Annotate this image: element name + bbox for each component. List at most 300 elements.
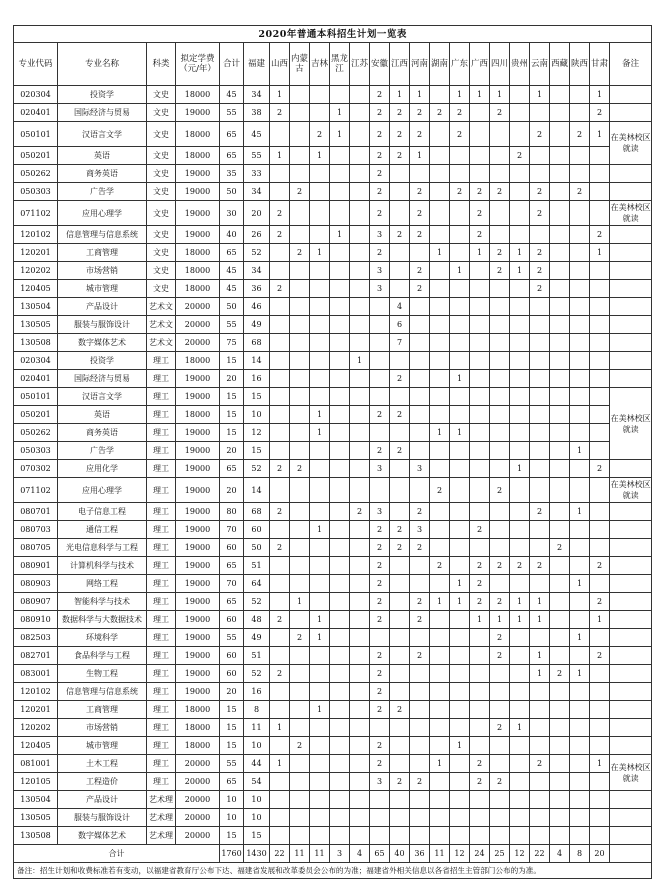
remark-cell <box>610 593 652 611</box>
tuition-cell: 19000 <box>176 424 220 442</box>
province-quota-cell: 2 <box>290 460 310 478</box>
header-shaanxi: 陕西 <box>570 43 590 86</box>
province-quota-cell: 3 <box>370 280 390 298</box>
province-quota-cell <box>490 521 510 539</box>
province-quota-cell <box>410 683 430 701</box>
province-quota-cell: 2 <box>390 147 410 165</box>
province-quota-cell: 2 <box>370 122 390 147</box>
province-quota-cell <box>530 478 550 503</box>
tuition-cell: 18000 <box>176 244 220 262</box>
tuition-cell: 19000 <box>176 478 220 503</box>
province-quota-cell <box>310 352 330 370</box>
province-quota-cell: 2 <box>370 442 390 460</box>
category-cell: 艺术理 <box>147 791 176 809</box>
header-major-name: 专业名称 <box>58 43 147 86</box>
tuition-cell: 20000 <box>176 298 220 316</box>
province-quota-cell <box>270 424 290 442</box>
tuition-cell: 18000 <box>176 122 220 147</box>
province-quota-cell <box>550 460 570 478</box>
province-quota-cell <box>350 593 370 611</box>
province-quota-cell: 1 <box>450 262 470 280</box>
province-quota-cell: 2 <box>510 557 530 575</box>
province-quota-cell <box>310 791 330 809</box>
major-code-cell: 080705 <box>14 539 58 557</box>
table-row <box>14 478 652 503</box>
province-quota-cell <box>590 791 610 809</box>
tuition-cell: 19000 <box>176 201 220 226</box>
province-quota-cell <box>590 352 610 370</box>
province-quota-cell <box>430 183 450 201</box>
province-quota-cell <box>430 503 450 521</box>
province-quota-cell <box>370 629 390 647</box>
category-cell: 艺术理 <box>147 809 176 827</box>
province-quota-cell <box>410 244 430 262</box>
province-quota-cell <box>490 298 510 316</box>
province-quota-cell <box>270 629 290 647</box>
province-quota-cell <box>270 809 290 827</box>
province-quota-cell <box>330 201 350 226</box>
province-quota-cell <box>530 719 550 737</box>
province-total-cell: 65 <box>370 845 390 863</box>
province-quota-cell <box>490 424 510 442</box>
province-quota-cell <box>330 86 350 104</box>
province-quota-cell <box>310 201 330 226</box>
province-quota-cell <box>350 539 370 557</box>
major-code-cell: 080703 <box>14 521 58 539</box>
major-name-cell: 汉语言文学 <box>58 388 147 406</box>
province-quota-cell: 1 <box>310 701 330 719</box>
fujian-cell: 55 <box>244 147 270 165</box>
province-quota-cell: 1 <box>270 755 290 773</box>
province-quota-cell: 1 <box>490 611 510 629</box>
province-quota-cell: 1 <box>330 226 350 244</box>
total-cell: 65 <box>220 557 244 575</box>
province-quota-cell <box>470 104 490 122</box>
province-quota-cell <box>550 719 570 737</box>
category-cell: 艺术文 <box>147 316 176 334</box>
province-quota-cell <box>450 503 470 521</box>
remark-cell <box>610 104 652 122</box>
province-quota-cell <box>570 478 590 503</box>
province-quota-cell <box>550 503 570 521</box>
province-quota-cell: 4 <box>390 298 410 316</box>
table-row <box>14 701 652 719</box>
province-quota-cell <box>510 298 530 316</box>
total-cell: 65 <box>220 147 244 165</box>
province-quota-cell <box>310 298 330 316</box>
province-quota-cell: 2 <box>490 647 510 665</box>
province-quota-cell <box>370 334 390 352</box>
province-quota-cell <box>590 183 610 201</box>
province-total-cell: 24 <box>470 845 490 863</box>
province-quota-cell <box>490 737 510 755</box>
major-code-cell: 120405 <box>14 280 58 298</box>
province-quota-cell <box>370 424 390 442</box>
province-quota-cell: 2 <box>270 460 290 478</box>
province-quota-cell: 2 <box>270 539 290 557</box>
header-jiangsu: 江苏 <box>350 43 370 86</box>
province-quota-cell <box>290 147 310 165</box>
province-quota-cell <box>590 298 610 316</box>
category-cell: 理工 <box>147 773 176 791</box>
header-gansu: 甘肃 <box>590 43 610 86</box>
remark-cell <box>610 352 652 370</box>
province-quota-cell <box>510 575 530 593</box>
province-quota-cell <box>590 701 610 719</box>
province-quota-cell <box>450 701 470 719</box>
province-quota-cell <box>510 280 530 298</box>
province-total-cell: 11 <box>290 845 310 863</box>
table-row <box>14 280 652 298</box>
province-quota-cell: 2 <box>370 521 390 539</box>
province-quota-cell <box>470 262 490 280</box>
province-quota-cell <box>510 104 530 122</box>
province-quota-cell <box>270 244 290 262</box>
province-quota-cell: 1 <box>310 629 330 647</box>
province-quota-cell: 2 <box>450 183 470 201</box>
major-name-cell: 工程造价 <box>58 773 147 791</box>
province-quota-cell: 2 <box>550 665 570 683</box>
category-cell: 理工 <box>147 478 176 503</box>
province-quota-cell <box>590 147 610 165</box>
total-cell: 20 <box>220 683 244 701</box>
tuition-cell: 18000 <box>176 147 220 165</box>
total-cell: 65 <box>220 122 244 147</box>
category-cell: 文史 <box>147 122 176 147</box>
province-quota-cell <box>590 370 610 388</box>
remark-cell <box>610 701 652 719</box>
tuition-cell: 19000 <box>176 226 220 244</box>
province-quota-cell <box>330 503 350 521</box>
province-quota-cell <box>550 773 570 791</box>
province-quota-cell <box>470 478 490 503</box>
fujian-cell: 49 <box>244 629 270 647</box>
province-quota-cell <box>290 478 310 503</box>
total-cell: 10 <box>220 809 244 827</box>
province-quota-cell <box>270 262 290 280</box>
major-name-cell: 工商管理 <box>58 701 147 719</box>
province-quota-cell <box>530 809 550 827</box>
province-quota-cell: 2 <box>490 262 510 280</box>
province-quota-cell: 2 <box>430 478 450 503</box>
category-cell: 理工 <box>147 611 176 629</box>
province-quota-cell <box>450 647 470 665</box>
province-quota-cell: 2 <box>390 701 410 719</box>
province-quota-cell <box>430 165 450 183</box>
table-row <box>14 773 652 791</box>
province-quota-cell <box>390 478 410 503</box>
province-quota-cell: 2 <box>590 460 610 478</box>
province-quota-cell <box>270 316 290 334</box>
province-quota-cell <box>470 460 490 478</box>
total-cell: 50 <box>220 183 244 201</box>
province-quota-cell <box>510 122 530 147</box>
province-quota-cell <box>430 147 450 165</box>
province-quota-cell <box>350 147 370 165</box>
tuition-cell: 19000 <box>176 575 220 593</box>
total-cell: 45 <box>220 86 244 104</box>
province-quota-cell <box>390 262 410 280</box>
province-quota-cell <box>350 388 370 406</box>
province-quota-cell: 2 <box>270 104 290 122</box>
province-quota-cell <box>290 104 310 122</box>
total-cell: 75 <box>220 334 244 352</box>
major-name-cell: 市场营销 <box>58 719 147 737</box>
tuition-cell: 19000 <box>176 183 220 201</box>
total-cell: 65 <box>220 773 244 791</box>
province-quota-cell <box>390 611 410 629</box>
major-code-cell: 130505 <box>14 316 58 334</box>
province-quota-cell <box>350 701 370 719</box>
category-cell: 理工 <box>147 719 176 737</box>
category-cell: 文史 <box>147 104 176 122</box>
province-quota-cell <box>310 557 330 575</box>
province-quota-cell <box>350 827 370 845</box>
province-quota-cell: 1 <box>450 86 470 104</box>
major-name-cell: 广告学 <box>58 183 147 201</box>
province-quota-cell <box>310 503 330 521</box>
province-quota-cell: 1 <box>530 647 550 665</box>
province-total-cell: 12 <box>450 845 470 863</box>
province-quota-cell <box>490 165 510 183</box>
province-quota-cell <box>550 244 570 262</box>
province-quota-cell <box>350 665 370 683</box>
province-quota-cell <box>530 147 550 165</box>
province-quota-cell <box>330 478 350 503</box>
fujian-cell: 20 <box>244 201 270 226</box>
tuition-cell: 19000 <box>176 611 220 629</box>
fujian-cell: 48 <box>244 611 270 629</box>
province-quota-cell: 2 <box>470 226 490 244</box>
province-quota-cell <box>410 165 430 183</box>
remark-cell <box>610 503 652 521</box>
province-quota-cell <box>430 122 450 147</box>
province-quota-cell <box>310 370 330 388</box>
major-code-cell: 050101 <box>14 122 58 147</box>
province-quota-cell <box>510 388 530 406</box>
province-quota-cell <box>470 370 490 388</box>
province-quota-cell: 2 <box>470 755 490 773</box>
province-quota-cell <box>350 755 370 773</box>
province-quota-cell <box>410 737 430 755</box>
admission-plan-sheet <box>13 25 651 879</box>
header-heilongjiang: 黑龙江 <box>330 43 350 86</box>
province-quota-cell <box>310 755 330 773</box>
province-quota-cell <box>310 86 330 104</box>
province-quota-cell <box>510 827 530 845</box>
province-quota-cell <box>430 370 450 388</box>
province-quota-cell <box>330 827 350 845</box>
table-row <box>14 611 652 629</box>
remark-cell <box>610 86 652 104</box>
province-quota-cell <box>570 809 590 827</box>
province-quota-cell: 2 <box>410 503 430 521</box>
header-major-code: 专业代码 <box>14 43 58 86</box>
province-quota-cell <box>370 809 390 827</box>
province-quota-cell: 2 <box>370 539 390 557</box>
province-quota-cell: 2 <box>490 183 510 201</box>
total-cell: 15 <box>220 827 244 845</box>
province-quota-cell <box>390 647 410 665</box>
province-quota-cell: 2 <box>530 244 550 262</box>
province-quota-cell <box>550 827 570 845</box>
province-quota-cell <box>550 280 570 298</box>
province-quota-cell <box>410 424 430 442</box>
total-cell: 60 <box>220 539 244 557</box>
province-quota-cell <box>450 719 470 737</box>
table-row <box>14 147 652 165</box>
fujian-total-cell: 1430 <box>244 845 270 863</box>
fujian-cell: 52 <box>244 593 270 611</box>
major-name-cell: 食品科学与工程 <box>58 647 147 665</box>
province-quota-cell <box>470 122 490 147</box>
province-quota-cell <box>490 280 510 298</box>
tuition-cell: 19000 <box>176 460 220 478</box>
province-quota-cell <box>310 665 330 683</box>
province-quota-cell <box>550 183 570 201</box>
table-row <box>14 262 652 280</box>
province-quota-cell: 1 <box>570 442 590 460</box>
province-quota-cell <box>570 201 590 226</box>
province-quota-cell: 2 <box>370 593 390 611</box>
province-quota-cell <box>510 86 530 104</box>
province-quota-cell: 2 <box>470 773 490 791</box>
province-quota-cell: 2 <box>430 104 450 122</box>
major-name-cell: 应用化学 <box>58 460 147 478</box>
major-code-cell: 050201 <box>14 406 58 424</box>
province-quota-cell <box>330 442 350 460</box>
province-quota-cell <box>570 593 590 611</box>
province-quota-cell: 1 <box>510 593 530 611</box>
footnote-row <box>14 863 652 879</box>
province-quota-cell <box>570 280 590 298</box>
major-code-cell: 071102 <box>14 478 58 503</box>
category-cell: 文史 <box>147 165 176 183</box>
province-quota-cell: 1 <box>570 665 590 683</box>
province-quota-cell: 2 <box>410 280 430 298</box>
province-quota-cell: 1 <box>350 352 370 370</box>
table-row <box>14 424 652 442</box>
province-quota-cell <box>550 122 570 147</box>
province-quota-cell <box>430 539 450 557</box>
major-code-cell: 120201 <box>14 701 58 719</box>
province-quota-cell: 2 <box>390 442 410 460</box>
major-name-cell: 信息管理与信息系统 <box>58 683 147 701</box>
province-quota-cell <box>450 755 470 773</box>
province-quota-cell <box>390 665 410 683</box>
province-quota-cell: 2 <box>490 478 510 503</box>
header-anhui: 安徽 <box>370 43 390 86</box>
province-quota-cell <box>370 478 390 503</box>
province-quota-cell <box>470 165 490 183</box>
table-row <box>14 827 652 845</box>
fujian-cell: 16 <box>244 370 270 388</box>
province-quota-cell <box>270 557 290 575</box>
province-quota-cell <box>270 593 290 611</box>
tuition-cell: 19000 <box>176 442 220 460</box>
major-name-cell: 国际经济与贸易 <box>58 370 147 388</box>
province-quota-cell <box>490 701 510 719</box>
province-quota-cell: 1 <box>310 147 330 165</box>
table-row <box>14 86 652 104</box>
category-cell: 理工 <box>147 460 176 478</box>
major-name-cell: 应用心理学 <box>58 201 147 226</box>
province-quota-cell: 2 <box>550 539 570 557</box>
province-quota-cell <box>510 424 530 442</box>
fujian-cell: 26 <box>244 226 270 244</box>
province-quota-cell <box>330 316 350 334</box>
province-quota-cell <box>270 647 290 665</box>
province-quota-cell <box>390 557 410 575</box>
header-jilin: 吉林 <box>310 43 330 86</box>
table-row <box>14 201 652 226</box>
province-quota-cell <box>270 575 290 593</box>
province-quota-cell: 1 <box>310 611 330 629</box>
total-cell: 60 <box>220 647 244 665</box>
province-quota-cell <box>550 352 570 370</box>
province-quota-cell: 2 <box>490 629 510 647</box>
province-quota-cell <box>490 334 510 352</box>
province-quota-cell: 3 <box>370 460 390 478</box>
province-quota-cell: 2 <box>450 104 470 122</box>
province-quota-cell: 1 <box>470 611 490 629</box>
province-quota-cell <box>290 557 310 575</box>
table-row <box>14 370 652 388</box>
province-quota-cell <box>510 755 530 773</box>
province-quota-cell <box>590 575 610 593</box>
province-quota-cell <box>550 737 570 755</box>
province-quota-cell <box>430 352 450 370</box>
category-cell: 理工 <box>147 370 176 388</box>
fujian-cell: 34 <box>244 86 270 104</box>
major-name-cell: 数字媒体艺术 <box>58 827 147 845</box>
province-quota-cell: 6 <box>390 316 410 334</box>
province-quota-cell <box>530 226 550 244</box>
remark-cell <box>610 183 652 201</box>
province-quota-cell <box>550 683 570 701</box>
province-quota-cell <box>350 719 370 737</box>
province-quota-cell: 1 <box>430 424 450 442</box>
province-quota-cell <box>550 370 570 388</box>
province-quota-cell: 2 <box>270 280 290 298</box>
province-quota-cell <box>530 629 550 647</box>
province-quota-cell: 2 <box>390 406 410 424</box>
province-quota-cell <box>530 104 550 122</box>
province-quota-cell <box>490 683 510 701</box>
province-quota-cell <box>470 147 490 165</box>
province-quota-cell: 2 <box>590 647 610 665</box>
province-quota-cell <box>270 352 290 370</box>
province-quota-cell: 1 <box>470 244 490 262</box>
province-quota-cell <box>310 280 330 298</box>
province-quota-cell <box>570 773 590 791</box>
province-quota-cell <box>570 104 590 122</box>
province-quota-cell <box>330 521 350 539</box>
province-quota-cell <box>550 575 570 593</box>
province-quota-cell <box>290 647 310 665</box>
province-quota-cell <box>390 719 410 737</box>
major-code-cell: 050101 <box>14 388 58 406</box>
category-cell: 理工 <box>147 521 176 539</box>
province-quota-cell <box>590 539 610 557</box>
province-quota-cell: 2 <box>290 737 310 755</box>
province-quota-cell <box>390 352 410 370</box>
province-quota-cell <box>290 701 310 719</box>
province-quota-cell: 2 <box>470 593 490 611</box>
province-quota-cell: 2 <box>410 539 430 557</box>
category-cell: 文史 <box>147 226 176 244</box>
province-quota-cell: 3 <box>370 226 390 244</box>
